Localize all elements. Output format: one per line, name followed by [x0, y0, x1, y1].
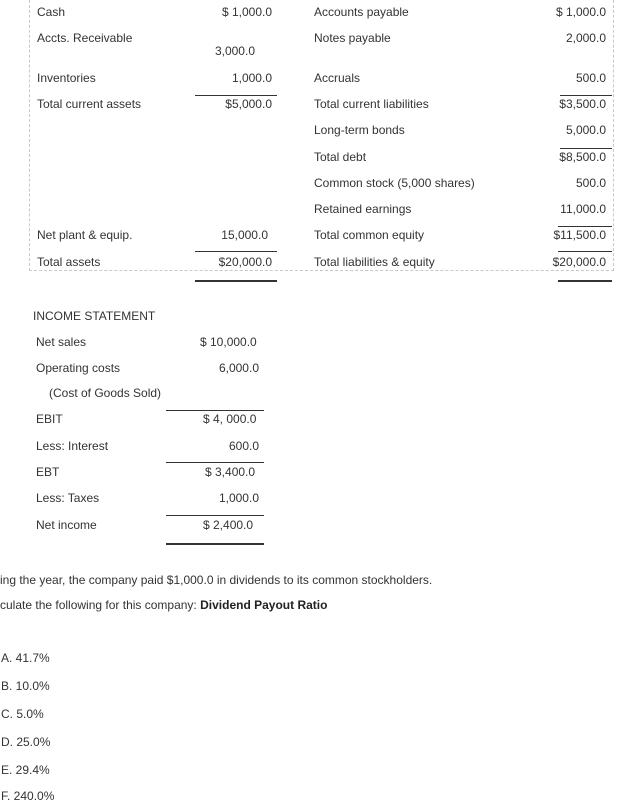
rule-net-income-bottom: [166, 543, 264, 545]
dividend-note: ing the year, the company paid $1,000.0 in dividends to its common stockholders.: [0, 573, 433, 587]
liab-value-accruals: 500.0: [575, 71, 606, 85]
income-statement-title: INCOME STATEMENT: [33, 309, 156, 323]
liab-label-total: Total liabilities & equity: [314, 255, 435, 269]
rule-net-income-top: [166, 515, 264, 516]
is-label-ebit: EBIT: [36, 412, 63, 426]
liab-value-common-equity: $11,500.0: [553, 228, 606, 242]
liab-label-retained: Retained earnings: [314, 202, 412, 216]
asset-label-cash: Cash: [37, 5, 66, 19]
rule-total-debt: [560, 148, 612, 149]
rule-current-liabilities: [560, 95, 612, 96]
liab-value-retained: 11,000.0: [560, 202, 606, 216]
is-label-interest: Less: Interest: [36, 439, 109, 453]
liab-label-notes: Notes payable: [314, 31, 391, 45]
choice-f[interactable]: F. 240.0%: [1, 789, 55, 803]
asset-label-net-plant: Net plant & equip.: [37, 228, 133, 242]
asset-value-net-plant: 15,000.0: [221, 228, 268, 242]
choice-a[interactable]: A. 41.7%: [1, 651, 50, 665]
question-prompt-prefix: culate the following for this company:: [0, 598, 201, 612]
is-label-ebt: EBT: [36, 465, 60, 479]
liab-value-ap: $ 1,000.0: [555, 5, 606, 19]
choice-d[interactable]: D. 25.0%: [1, 735, 51, 749]
asset-value-total: $20,000.0: [218, 255, 272, 269]
choice-b[interactable]: B. 10.0%: [1, 679, 50, 693]
rule-ebit: [166, 410, 264, 411]
is-label-operating-costs: Operating costs: [36, 361, 121, 375]
asset-label-total-current: Total current assets: [37, 97, 142, 111]
liab-label-common-equity: Total common equity: [314, 228, 425, 242]
liab-value-common-stock: 500.0: [575, 176, 606, 190]
question-prompt: [0, 598, 327, 612]
asset-label-inventories: Inventories: [37, 71, 96, 85]
liab-label-bonds: Long-term bonds: [314, 123, 405, 137]
asset-label-receivables: Accts. Receivable: [37, 31, 133, 45]
is-label-net-income: Net income: [36, 518, 97, 532]
question-prompt-bold: Dividend Payout Ratio: [200, 598, 328, 612]
liab-label-common-stock: Common stock (5,000 shares): [314, 176, 475, 190]
rule-current-assets: [195, 95, 277, 96]
is-value-ebt: $ 3,400.0: [205, 465, 256, 479]
liab-label-ap: Accounts payable: [314, 5, 409, 19]
is-label-cogs: (Cost of Goods Sold): [49, 386, 162, 400]
liab-value-total-debt: $8,500.0: [559, 150, 606, 164]
is-value-taxes: 1,000.0: [218, 491, 259, 505]
is-value-ebit: $ 4, 000.0: [203, 412, 257, 426]
choice-e[interactable]: E. 29.4%: [1, 763, 50, 777]
asset-label-total: Total assets: [37, 255, 101, 269]
liab-label-total-current: Total current liabilities: [314, 97, 429, 111]
liab-label-total-debt: Total debt: [314, 150, 367, 164]
is-label-net-sales: Net sales: [36, 335, 87, 349]
rule-ebt: [166, 462, 264, 463]
liab-label-accruals: Accruals: [314, 71, 361, 85]
rule-total-liabilities-bottom: [558, 280, 612, 282]
liab-value-bonds: 5,000.0: [565, 123, 606, 137]
rule-total-assets-bottom: [195, 280, 277, 282]
liab-value-notes: 2,000.0: [565, 31, 606, 45]
is-label-taxes: Less: Taxes: [36, 491, 100, 505]
asset-value-receivables: 3,000.0: [214, 44, 255, 58]
is-value-net-sales: $ 10,000.0: [200, 335, 257, 349]
rule-common-equity: [558, 226, 612, 227]
is-value-net-income: $ 2,400.0: [203, 518, 254, 532]
choice-c[interactable]: C. 5.0%: [1, 707, 44, 721]
is-value-interest: 600.0: [228, 439, 259, 453]
is-value-operating-costs: 6,000.0: [218, 361, 259, 375]
liab-value-total: $20,000.0: [552, 255, 606, 269]
liab-value-total-current: $3,500.0: [559, 97, 606, 111]
asset-value-inventories: 1,000.0: [231, 71, 272, 85]
rule-total-assets-top: [195, 251, 277, 252]
asset-value-total-current: $5,000.0: [225, 97, 272, 111]
asset-value-cash: $ 1,000.0: [221, 5, 272, 19]
rule-total-liabilities-top: [558, 251, 612, 252]
